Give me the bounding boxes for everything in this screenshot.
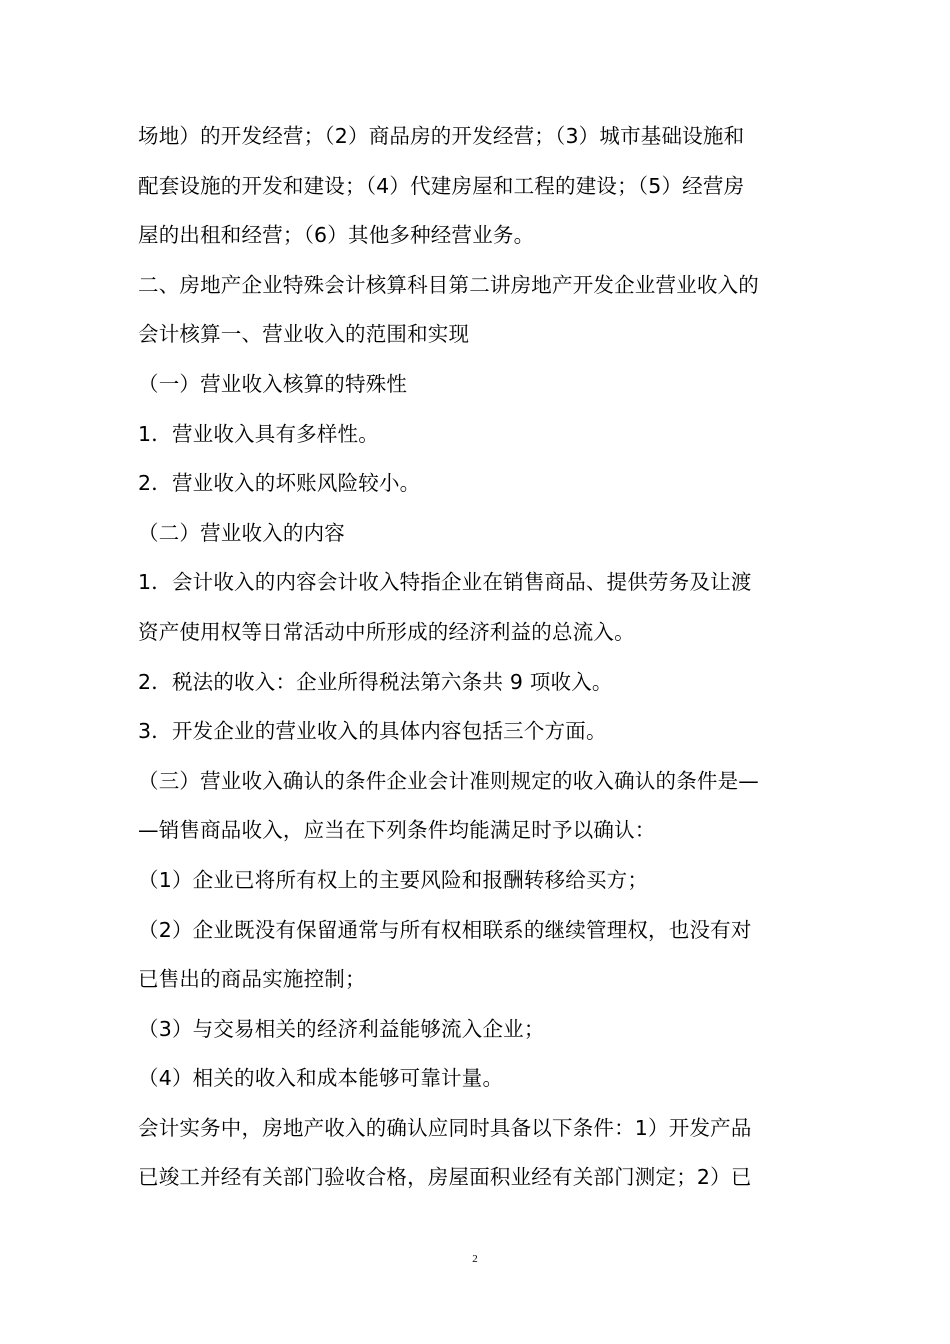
text-line: 1．会计收入的内容会计收入特指企业在销售商品、提供劳务及让渡	[138, 570, 752, 595]
text-line: 已售出的商品实施控制；	[138, 967, 366, 992]
text-line: 2．税法的收入：企业所得税法第六条共 9 项收入。	[138, 669, 613, 694]
text-line: 屋的出租和经营；（6）其他多种经营业务。	[138, 223, 535, 248]
text-line: 场地）的开发经营；（2）商品房的开发经营；（3）城市基础设施和	[138, 124, 745, 148]
text-line: 会计核算一、营业收入的范围和实现	[138, 322, 470, 347]
page-number: 2	[472, 1253, 478, 1265]
body-text	[138, 112, 828, 1203]
text-line: 配套设施的开发和建设；（4）代建房屋和工程的建设；（5）经营房	[138, 173, 745, 198]
text-line: （三）营业收入确认的条件企业会计准则规定的收入确认的条件是—	[138, 768, 759, 793]
text-line: （2）企业既没有保留通常与所有权相联系的继续管理权，也没有对	[138, 917, 752, 942]
text-line: （一）营业收入核算的特殊性	[138, 371, 408, 396]
text-line: （3）与交易相关的经济利益能够流入企业；	[138, 1016, 545, 1041]
text-line: 二、房地产企业特殊会计核算科目第二讲房地产开发企业营业收入的	[138, 272, 759, 297]
text-line: 已竣工并经有关部门验收合格，房屋面积业经有关部门测定；2）已	[138, 1165, 752, 1190]
text-line: 2．营业收入的坏账风险较小。	[138, 471, 421, 496]
text-line: 1．营业收入具有多样性。	[138, 421, 379, 446]
text-line: —销售商品收入，应当在下列条件均能满足时予以确认：	[138, 818, 656, 843]
text-line: （4）相关的收入和成本能够可靠计量。	[138, 1066, 504, 1091]
text-line: 资产使用权等日常活动中所形成的经济利益的总流入。	[138, 619, 635, 644]
text-line: （1）企业已将所有权上的主要风险和报酬转移给买方；	[138, 867, 649, 892]
text-line: 会计实务中，房地产收入的确认应同时具备以下条件：1）开发产品	[138, 1115, 752, 1140]
text-line: 3．开发企业的营业收入的具体内容包括三个方面。	[138, 719, 607, 744]
text-line: （二）营业收入的内容	[138, 520, 345, 545]
